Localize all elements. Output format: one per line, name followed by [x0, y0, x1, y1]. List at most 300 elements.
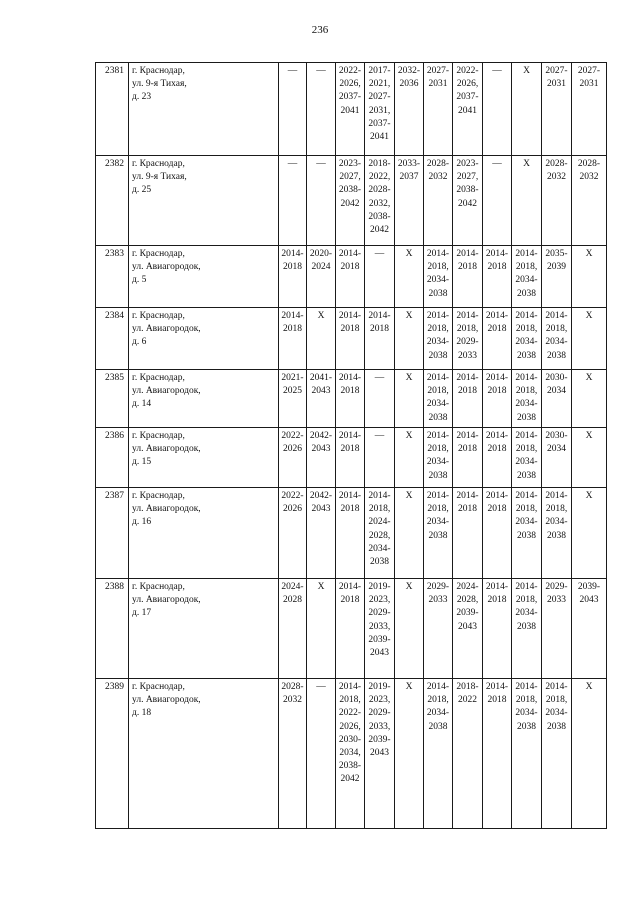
period-line: 2014-: [456, 373, 479, 383]
period-line: 2022: [458, 695, 477, 706]
period-cell: [453, 370, 483, 428]
period-line: 2018,: [427, 386, 449, 397]
period-cell: [512, 488, 542, 579]
period-line: 2018: [370, 324, 389, 335]
period-line: 2038: [428, 350, 448, 361]
period-line: 2038: [517, 530, 536, 541]
period-line: 2014-: [515, 491, 538, 501]
period-line: 2035-: [545, 249, 568, 259]
period-line: 2032-: [397, 66, 421, 76]
address-line: г. Краснодар,: [132, 582, 185, 592]
row-number: 2381: [96, 63, 129, 156]
period-line: 2014-: [281, 249, 304, 259]
period-line: 2034-: [515, 457, 538, 468]
address-line: ул. Авиагородок,: [132, 504, 201, 515]
period-line: 2018,: [515, 504, 538, 515]
period-line: 2034: [547, 444, 566, 455]
period-cell: [365, 63, 395, 156]
period-line: —: [316, 682, 326, 692]
period-line: 2018,: [515, 262, 538, 273]
period-line: X: [317, 311, 325, 321]
address-line: г. Краснодар,: [132, 66, 185, 76]
period-line: 2043: [370, 648, 389, 659]
period-cell: [365, 488, 395, 579]
period-cell: [279, 488, 307, 579]
period-cell: [483, 679, 512, 829]
period-line: 2031: [579, 79, 599, 90]
period-line: 2038: [517, 412, 536, 423]
page-number: 236: [311, 24, 329, 36]
period-line: 2034-: [515, 337, 538, 348]
period-cell: [365, 246, 395, 308]
period-cell: [365, 679, 395, 829]
row-number: 2385: [96, 370, 129, 428]
period-cell: [279, 579, 307, 679]
period-line: 2022-: [456, 66, 479, 76]
period-cell: [483, 63, 512, 156]
period-line: 2028-: [281, 682, 304, 692]
period-line: 2034-: [545, 337, 568, 348]
period-line: 2029-: [426, 582, 450, 592]
period-cell: [483, 308, 512, 370]
period-line: 2014-: [485, 431, 509, 441]
period-cell: [512, 308, 542, 370]
address-line: д. 15: [132, 457, 152, 468]
period-line: 2034-: [426, 457, 450, 468]
period-line: 2018,: [515, 444, 538, 455]
period-line: X: [405, 431, 413, 441]
address-line: г. Краснодар,: [132, 249, 185, 259]
period-line: 2014-: [426, 373, 450, 383]
period-cell: [279, 63, 307, 156]
table-row: [96, 63, 607, 156]
period-line: 2037-: [368, 118, 391, 129]
address-line: д. 18: [132, 708, 152, 719]
period-cell: [365, 428, 395, 488]
period-line: —: [316, 159, 326, 169]
period-line: 2014-: [515, 249, 538, 259]
period-line: 2014-: [456, 311, 479, 321]
period-cell: [572, 579, 607, 679]
period-line: 2014-: [426, 311, 450, 321]
period-cell: [572, 370, 607, 428]
period-cell: [336, 156, 365, 246]
period-cell: [424, 488, 453, 579]
period-line: 2030-: [338, 734, 362, 745]
period-cell: [542, 679, 572, 829]
period-cell: [365, 370, 395, 428]
period-line: 2038: [370, 557, 389, 568]
period-cell: [424, 370, 453, 428]
period-line: 2018: [487, 324, 507, 335]
period-line: 2018,: [339, 695, 361, 706]
period-line: 2022-: [338, 708, 362, 719]
period-line: 2027,: [339, 172, 361, 183]
period-line: —: [287, 66, 298, 76]
period-cell: [395, 370, 424, 428]
period-cell: [483, 488, 512, 579]
period-line: X: [317, 582, 325, 592]
period-cell: [572, 246, 607, 308]
period-line: 2017-: [368, 66, 391, 76]
period-cell: [453, 63, 483, 156]
period-cell: [453, 679, 483, 829]
period-line: X: [585, 249, 593, 259]
period-line: 2018: [340, 504, 360, 515]
period-line: 2018: [487, 262, 507, 273]
period-line: 2018: [487, 504, 507, 515]
period-cell: [307, 63, 336, 156]
period-line: X: [523, 66, 530, 76]
period-line: 2037-: [338, 92, 362, 103]
period-line: 2041: [370, 132, 389, 143]
period-line: 2018,: [545, 504, 568, 515]
period-line: 2041-: [309, 373, 333, 383]
table-row: [96, 246, 607, 308]
period-line: 2033-: [397, 159, 421, 169]
period-line: —: [492, 66, 502, 76]
period-line: 2021-: [281, 373, 304, 383]
period-line: 2014-: [338, 373, 362, 383]
row-number: 2389: [96, 679, 129, 829]
address-line: г. Краснодар,: [132, 491, 185, 501]
period-cell: [336, 488, 365, 579]
period-cell: [279, 156, 307, 246]
period-line: 2034,: [339, 748, 361, 759]
period-line: 2042: [340, 774, 360, 785]
period-cell: [395, 579, 424, 679]
period-line: 2020-: [309, 249, 333, 259]
period-line: 2014-: [515, 431, 538, 441]
period-cell: [365, 156, 395, 246]
period-line: —: [316, 66, 326, 76]
address-line: г. Краснодар,: [132, 373, 185, 383]
period-line: 2043: [370, 748, 389, 759]
period-cell: [307, 488, 336, 579]
period-cell: [572, 679, 607, 829]
table-row: [96, 308, 607, 370]
row-number: 2383: [96, 246, 129, 308]
period-line: 2038-: [368, 211, 391, 222]
address-line: г. Краснодар,: [132, 431, 185, 441]
period-cell: [512, 63, 542, 156]
period-line: 2027-: [545, 66, 568, 76]
period-line: 2034-: [426, 399, 450, 410]
period-line: 2039-: [368, 734, 391, 745]
period-line: 2018: [458, 444, 477, 455]
period-line: 2037: [399, 172, 419, 183]
period-line: 2033: [458, 350, 477, 361]
period-line: 2029-: [368, 608, 391, 619]
period-line: 2030-: [545, 431, 568, 441]
period-line: 2030-: [545, 373, 568, 383]
period-line: 2027-: [426, 66, 450, 76]
period-line: 2014-: [426, 682, 450, 692]
period-cell: [424, 156, 453, 246]
row-number: 2384: [96, 308, 129, 370]
period-line: 2014-: [426, 491, 450, 501]
table-row: [96, 156, 607, 246]
period-cell: [483, 156, 512, 246]
period-cell: [453, 579, 483, 679]
period-line: 2018,: [515, 695, 538, 706]
address-line: д. 14: [132, 399, 152, 410]
period-line: —: [492, 159, 502, 169]
period-line: 2014-: [456, 249, 479, 259]
period-line: 2038-: [338, 761, 362, 772]
period-cell: [542, 156, 572, 246]
period-line: 2042-: [309, 491, 333, 501]
period-line: 2031,: [368, 105, 391, 116]
period-line: 2018-: [368, 159, 391, 169]
period-line: X: [405, 249, 413, 259]
period-line: 2042: [370, 225, 389, 236]
row-number: 2387: [96, 488, 129, 579]
period-line: 2032: [547, 172, 566, 183]
period-cell: [307, 246, 336, 308]
period-cell: [512, 156, 542, 246]
period-line: 2014-: [485, 311, 509, 321]
period-line: 2014-: [456, 491, 479, 501]
period-line: 2034-: [368, 543, 391, 554]
address-line: ул. Авиагородок,: [132, 444, 201, 455]
period-line: 2018: [340, 444, 360, 455]
period-line: 2014-: [485, 373, 509, 383]
period-cell: [453, 428, 483, 488]
address-cell: [129, 308, 279, 370]
period-cell: [483, 370, 512, 428]
period-line: X: [405, 491, 413, 501]
period-line: 2023-: [338, 159, 362, 169]
period-line: 2018: [487, 386, 507, 397]
period-cell: [424, 246, 453, 308]
period-line: 2033: [428, 595, 448, 606]
period-line: 2034-: [515, 708, 538, 719]
period-line: 2014-: [338, 311, 362, 321]
address-line: д. 25: [132, 185, 152, 196]
address-line: ул. Авиагородок,: [132, 595, 201, 606]
period-line: 2026,: [339, 721, 361, 732]
address-cell: [129, 488, 279, 579]
period-line: 2014-: [515, 582, 538, 592]
period-line: 2042-: [309, 431, 333, 441]
period-line: 2028-: [368, 185, 391, 196]
period-line: 2018: [283, 262, 302, 273]
period-line: 2023,: [368, 595, 391, 606]
period-cell: [542, 308, 572, 370]
period-line: 2029-: [545, 582, 568, 592]
period-line: 2018,: [515, 386, 538, 397]
period-line: 2029-: [368, 708, 391, 719]
period-line: 2034-: [545, 517, 568, 528]
period-line: 2025: [283, 386, 302, 397]
period-line: 2038: [547, 350, 566, 361]
period-line: 2031: [547, 79, 566, 90]
period-line: 2039-: [577, 582, 601, 592]
period-cell: [483, 246, 512, 308]
period-line: 2014-: [338, 582, 362, 592]
period-cell: [542, 63, 572, 156]
period-line: 2033: [547, 595, 566, 606]
period-line: 2014-: [485, 682, 509, 692]
table-row: [96, 679, 607, 829]
period-cell: [424, 679, 453, 829]
period-line: 2014-: [515, 682, 538, 692]
period-line: 2043: [311, 386, 331, 397]
period-line: 2032: [579, 172, 599, 183]
address-line: д. 23: [132, 92, 152, 103]
period-cell: [424, 428, 453, 488]
period-line: 2014-: [368, 491, 391, 501]
period-cell: [542, 428, 572, 488]
period-line: 2018,: [427, 324, 449, 335]
period-line: 2034-: [515, 399, 538, 410]
period-line: 2034-: [426, 517, 450, 528]
period-line: 2018,: [515, 324, 538, 335]
period-cell: [336, 428, 365, 488]
period-line: 2014-: [485, 249, 509, 259]
period-line: 2018,: [427, 504, 449, 515]
period-line: 2014-: [545, 491, 568, 501]
period-cell: [365, 579, 395, 679]
period-cell: [424, 308, 453, 370]
period-line: 2034-: [515, 275, 538, 286]
period-cell: [365, 308, 395, 370]
address-line: д. 17: [132, 608, 152, 619]
period-line: 2026,: [339, 79, 361, 90]
period-line: 2018: [340, 595, 360, 606]
period-cell: [512, 579, 542, 679]
period-line: 2038: [517, 288, 536, 299]
period-line: 2028,: [456, 595, 479, 606]
period-cell: [542, 579, 572, 679]
period-line: 2024-: [456, 582, 479, 592]
address-cell: [129, 246, 279, 308]
address-line: д. 5: [132, 275, 147, 286]
period-line: 2018: [458, 262, 477, 273]
period-line: 2028-: [577, 159, 601, 169]
period-line: 2038: [517, 350, 536, 361]
period-line: 2034-: [515, 517, 538, 528]
period-line: 2027-: [577, 66, 601, 76]
period-cell: [453, 156, 483, 246]
period-line: 2032: [283, 695, 302, 706]
period-line: 2027-: [368, 92, 391, 103]
period-cell: [542, 488, 572, 579]
period-line: 2014-: [426, 431, 450, 441]
period-line: 2041: [340, 105, 360, 116]
row-number: 2388: [96, 579, 129, 679]
table-row: [96, 428, 607, 488]
period-line: 2014-: [456, 431, 479, 441]
period-line: 2022,: [368, 172, 391, 183]
period-line: 2022-: [281, 431, 304, 441]
period-cell: [572, 156, 607, 246]
period-line: 2042: [458, 198, 477, 209]
period-line: 2038: [428, 412, 448, 423]
period-line: 2039-: [368, 634, 391, 645]
period-cell: [279, 679, 307, 829]
address-cell: [129, 156, 279, 246]
period-line: 2014-: [338, 431, 362, 441]
period-line: 2028-: [545, 159, 568, 169]
address-cell: [129, 63, 279, 156]
period-line: —: [374, 431, 385, 441]
period-line: 2027,: [456, 172, 479, 183]
period-line: 2014-: [338, 491, 362, 501]
period-cell: [395, 428, 424, 488]
period-line: 2038: [517, 470, 536, 481]
period-cell: [395, 63, 424, 156]
period-cell: [542, 246, 572, 308]
period-line: 2043: [311, 444, 331, 455]
period-line: 2031: [428, 79, 448, 90]
period-cell: [453, 488, 483, 579]
period-line: 2032,: [368, 198, 391, 209]
period-line: 2024-: [281, 582, 304, 592]
period-cell: [336, 63, 365, 156]
period-line: 2038: [547, 721, 566, 732]
period-cell: [572, 308, 607, 370]
period-line: 2014-: [515, 373, 538, 383]
period-line: 2034-: [545, 708, 568, 719]
period-line: —: [287, 159, 298, 169]
period-line: 2018,: [368, 504, 391, 515]
period-line: 2028-: [426, 159, 450, 169]
period-line: 2043: [311, 504, 331, 515]
period-cell: [512, 428, 542, 488]
period-cell: [395, 488, 424, 579]
period-line: 2034-: [426, 275, 450, 286]
period-line: 2038: [517, 621, 536, 632]
period-cell: [336, 308, 365, 370]
address-cell: [129, 679, 279, 829]
period-cell: [307, 679, 336, 829]
address-line: ул. Авиагородок,: [132, 324, 201, 335]
period-cell: [279, 246, 307, 308]
period-line: 2034: [547, 386, 566, 397]
table-row: [96, 579, 607, 679]
period-line: X: [585, 373, 593, 383]
period-line: 2038: [428, 530, 448, 541]
period-line: X: [523, 159, 530, 169]
period-cell: [395, 156, 424, 246]
period-cell: [336, 679, 365, 829]
period-cell: [336, 246, 365, 308]
period-line: 2018: [487, 695, 507, 706]
period-line: 2024-: [368, 517, 391, 528]
period-line: X: [585, 491, 593, 501]
period-line: 2022-: [338, 66, 362, 76]
period-line: 2018: [283, 324, 302, 335]
period-line: 2018,: [427, 444, 449, 455]
period-line: 2038: [547, 530, 566, 541]
period-line: 2026,: [456, 79, 479, 90]
address-line: ул. Авиагородок,: [132, 695, 201, 706]
period-line: 2039-: [456, 608, 479, 619]
period-cell: [572, 428, 607, 488]
period-line: 2043: [579, 595, 599, 606]
period-line: 2014-: [338, 682, 362, 692]
period-line: X: [405, 682, 413, 692]
period-line: 2014-: [485, 491, 509, 501]
period-cell: [307, 156, 336, 246]
period-line: —: [374, 249, 385, 259]
period-line: 2022-: [281, 491, 304, 501]
period-cell: [424, 63, 453, 156]
address-line: ул. 9-я Тихая,: [132, 79, 187, 90]
period-line: 2032: [428, 172, 448, 183]
